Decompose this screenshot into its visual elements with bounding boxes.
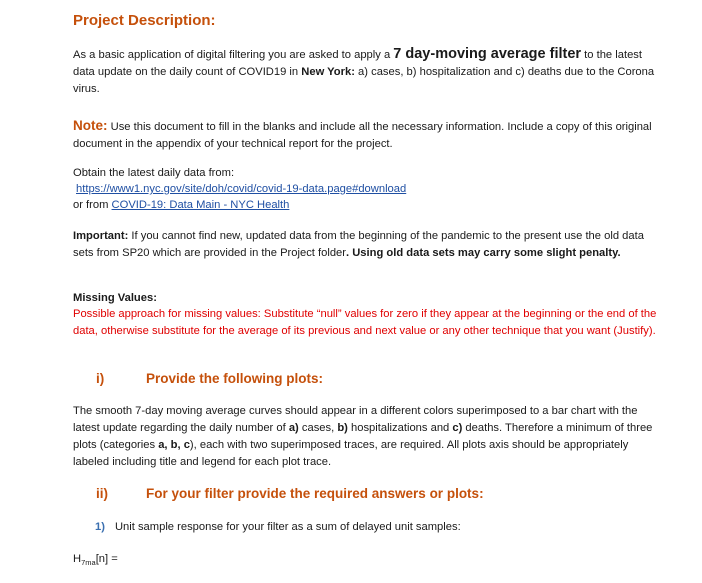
nyc-download-link[interactable]: https://www1.nyc.gov/site/doh/covid/covid-19-data.page#download: [76, 183, 407, 195]
important-paragraph: Important: If you cannot find new, updated data from the beginning of the pandemic to the present use the old data sets from SP20 which are provided in the Project folder. Using old data sets may carry some slight penalty.: [73, 230, 644, 259]
alt-source-line: or from COVID-19: Data Main - NYC Health: [73, 199, 290, 211]
list-item: 1) Unit sample response for your filter as a sum of delayed unit samples:: [95, 521, 461, 533]
filter-name: 7 day-moving average filter: [393, 46, 582, 62]
missing-values-label: Missing Values:: [73, 292, 157, 304]
missing-values-text: Possible approach for missing values: Substitute “null” values for zero if they appear at the beginning or the end of the data, otherwise substitute for the average of its previous and next value or any other technique that you want (Justify).: [73, 308, 657, 337]
note-paragraph: Note: Use this document to fill in the blanks and include all the necessary information. Include a copy of this original document in the appendix of your technical report for the project.: [73, 118, 652, 150]
covid-data-main-link[interactable]: COVID-19: Data Main - NYC Health: [111, 199, 290, 211]
city-name: New York:: [301, 66, 355, 78]
impulse-response-formula: $H_{7ma}[n]$ =: [73, 553, 118, 568]
data-link-nyc[interactable]: [76, 181, 661, 198]
page-title: Project Description:: [73, 12, 216, 29]
section-plots-heading: i) Provide the following plots:: [96, 371, 323, 386]
section-filter-heading: ii) For your filter provide the required answers or plots:: [96, 486, 484, 501]
plots-paragraph: The smooth 7-day moving average curves should appear in a different colors superimposed to a bar chart with the latest update regarding the daily number of a) cases, b) hospitalizations and c) deaths. Therefore a minimum of three plots (categories a, b, c), each with two superimposed traces, are required. All plots axis should be appropriately labeled including title and legend for each plot trace.: [73, 405, 653, 468]
intro-paragraph: As a basic application of digital filtering you are asked to apply a 7 day-moving average filter to the latest data update on the daily count of COVID19 in New York: a) cases, b) hospitalization and c) deaths due to the Corona virus.: [73, 46, 655, 95]
note-label: Note:: [73, 118, 108, 133]
obtain-text: Obtain the latest daily data from:: [73, 167, 235, 179]
important-label: Important:: [73, 230, 129, 242]
